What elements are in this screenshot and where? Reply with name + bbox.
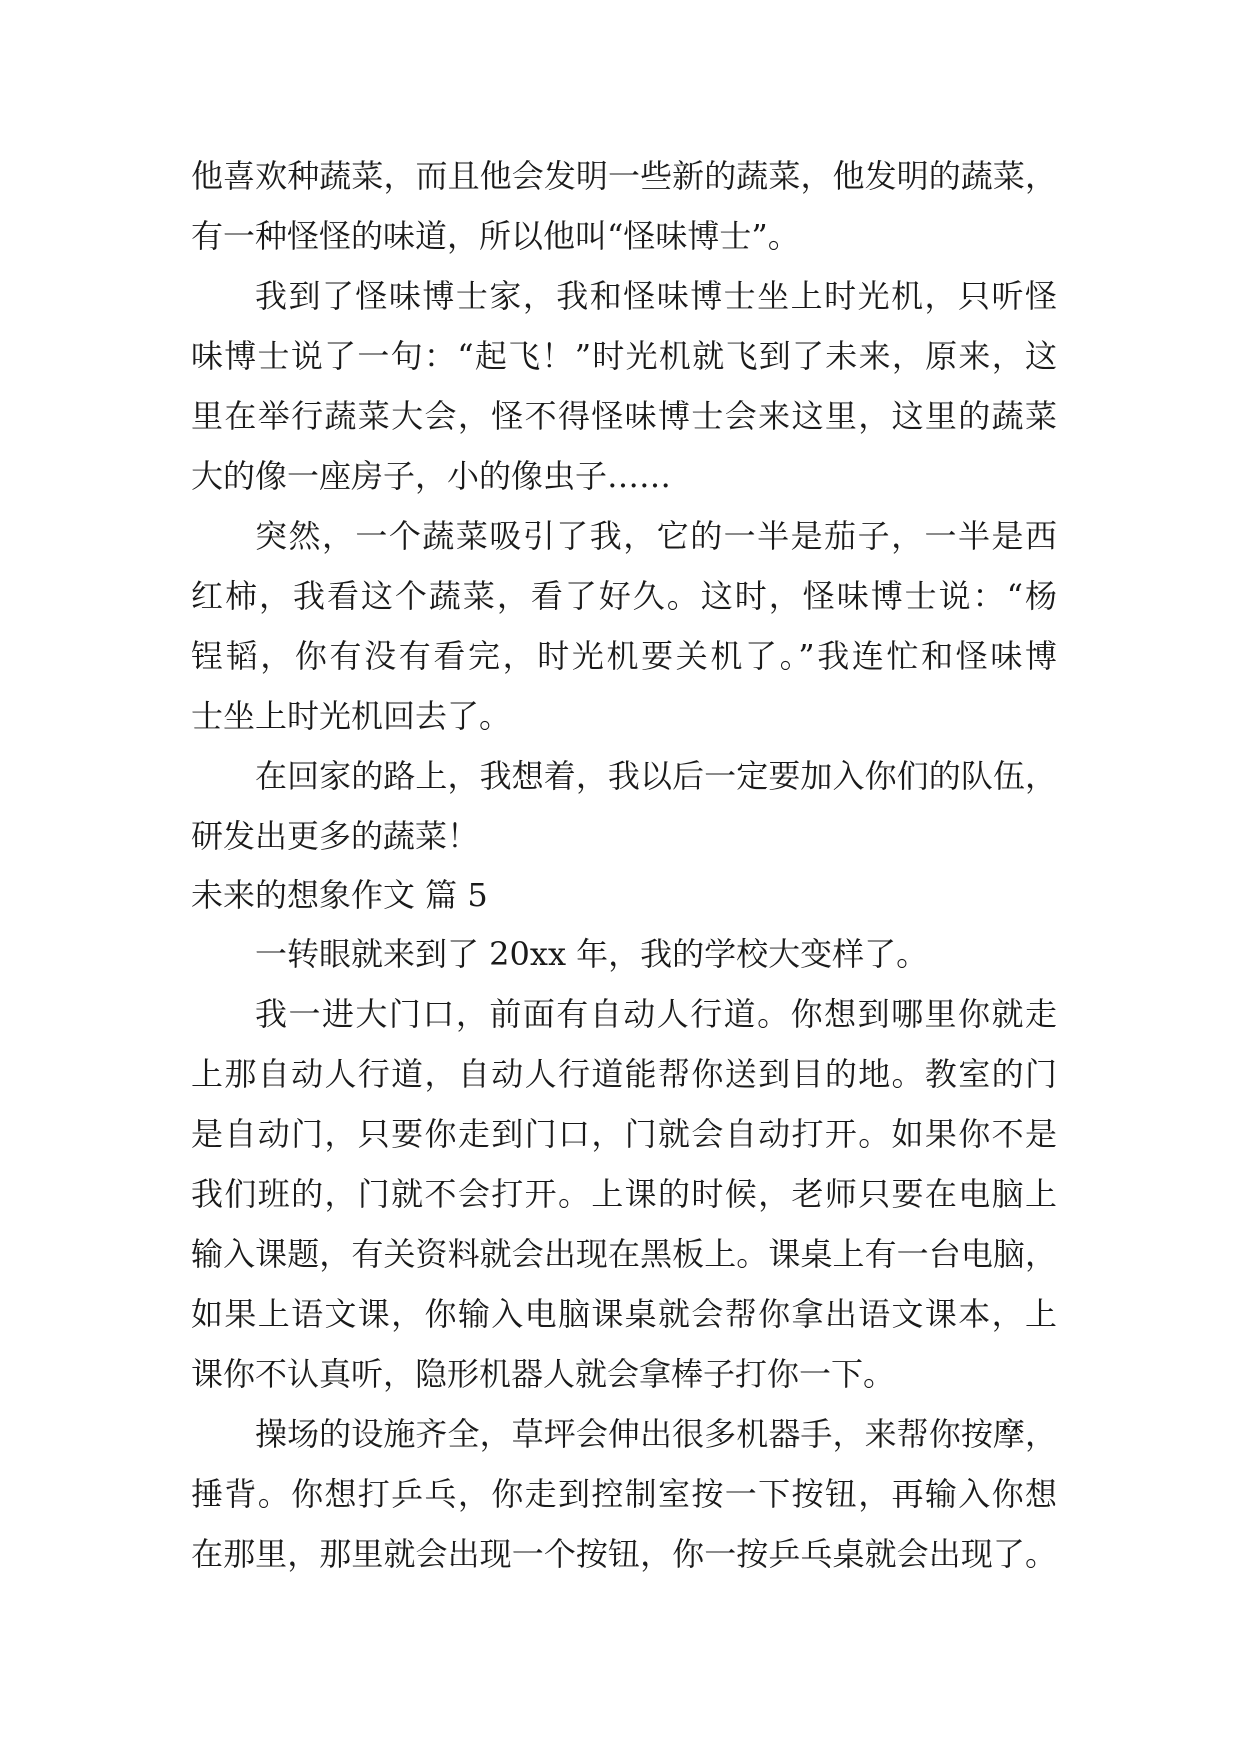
text-line: 在回家的路上，我想着，我以后一定要加入你们的队伍，	[255, 757, 1057, 795]
text-line: 红柿，我看这个蔬菜，看了好久。这时，怪味博士说：“杨	[191, 577, 1057, 615]
paragraph-6	[191, 984, 1057, 1404]
text-line: 我一进大门口，前面有自动人行道。你想到哪里你就走	[255, 995, 1057, 1033]
text-line: 一转眼就来到了 20xx 年，我的学校大变样了。	[255, 935, 929, 973]
text-line: 有一种怪怪的味道，所以他叫“怪味博士”。	[191, 217, 800, 255]
text-line: 捶背。你想打乒乓，你走到控制室按一下按钮，再输入你想	[191, 1475, 1057, 1513]
text-line: 是自动门，只要你走到门口，门就会自动打开。如果你不是	[191, 1115, 1057, 1153]
text-line: 研发出更多的蔬菜！	[191, 817, 480, 855]
text-line: 在那里，那里就会出现一个按钮，你一按乒乓桌就会出现了。	[191, 1535, 1057, 1573]
paragraph-1	[191, 146, 1057, 266]
text-line: 课你不认真听，隐形机器人就会拿棒子打你一下。	[191, 1355, 896, 1393]
document-body	[191, 146, 1057, 1584]
text-line: 味博士说了一句：“起飞！”时光机就飞到了未来，原来，这	[191, 337, 1057, 375]
text-line: 如果上语文课，你输入电脑课桌就会帮你拿出语文课本，上	[191, 1295, 1057, 1333]
section-heading: 未来的想象作文 篇 5	[191, 876, 488, 914]
text-line: 大的像一座房子，小的像虫子……	[191, 457, 672, 495]
text-line: 输入课题，有关资料就会出现在黑板上。课桌上有一台电脑，	[191, 1235, 1057, 1273]
text-line: 我们班的，门就不会打开。上课的时候，老师只要在电脑上	[191, 1175, 1057, 1213]
paragraph-2	[191, 266, 1057, 506]
text-line: 操场的设施齐全，草坪会伸出很多机器手，来帮你按摩，	[255, 1415, 1057, 1453]
text-line: 士坐上时光机回去了。	[191, 697, 512, 735]
paragraph-5	[191, 924, 1057, 984]
text-line: 里在举行蔬菜大会，怪不得怪味博士会来这里，这里的蔬菜	[191, 397, 1057, 435]
text-line: 突然，一个蔬菜吸引了我，它的一半是茄子，一半是西	[255, 517, 1057, 555]
text-line: 我到了怪味博士家，我和怪味博士坐上时光机，只听怪	[255, 277, 1057, 315]
text-line: 锃韬，你有没有看完，时光机要关机了。”我连忙和怪味博	[191, 637, 1057, 675]
paragraph-3	[191, 506, 1057, 746]
text-line: 上那自动人行道，自动人行道能帮你送到目的地。教室的门	[191, 1055, 1057, 1093]
text-line: 他喜欢种蔬菜，而且他会发明一些新的蔬菜，他发明的蔬菜，	[191, 157, 1057, 195]
paragraph-7	[191, 1404, 1057, 1584]
paragraph-4	[191, 746, 1057, 866]
